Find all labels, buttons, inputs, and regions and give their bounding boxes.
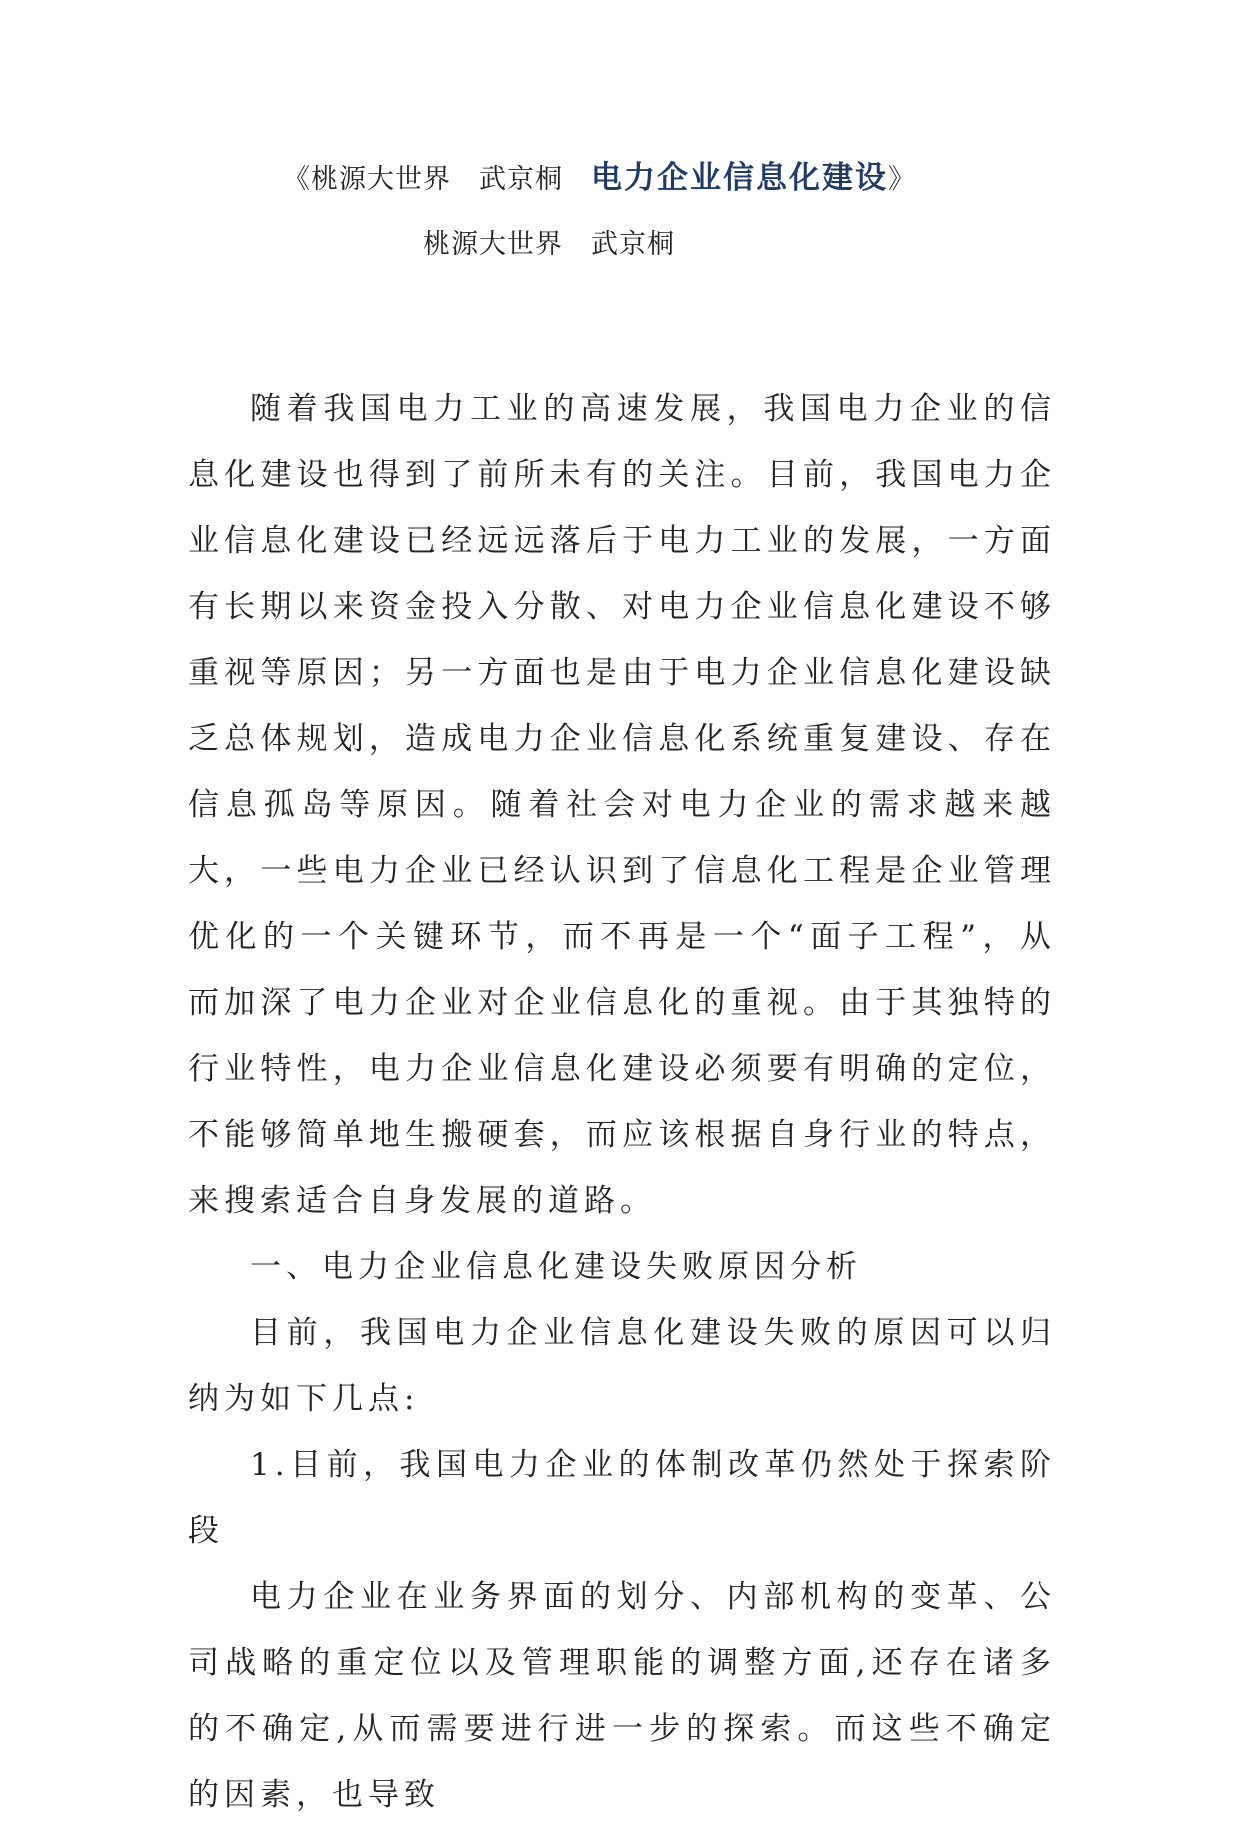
title-open-bracket: 《	[283, 164, 311, 195]
section-heading: 一、电力企业信息化建设失败原因分析	[250, 1249, 862, 1285]
body-paragraph: 目前，我国电力企业信息化建设失败的原因可以归纳为如下几点:	[188, 1315, 1056, 1417]
title-author-part1: 桃源大世界	[311, 164, 451, 195]
byline-part2: 武京桐	[591, 229, 675, 260]
subsection-heading: 1.目前，我国电力企业的体制改革仍然处于探索阶段	[188, 1447, 1056, 1549]
document-body	[188, 376, 1056, 1828]
document-title	[283, 158, 1043, 200]
title-author-part2: 武京桐	[479, 164, 563, 195]
byline-part1: 桃源大世界	[423, 229, 563, 260]
body-paragraph: 电力企业在业务界面的划分、内部机构的变革、公司战略的重定位以及管理职能的调整方面,还存在诸多的不确定,从而需要进行进一步的探索。而这些不确定的因素，也导致	[188, 1579, 1056, 1813]
byline	[423, 225, 923, 265]
title-main: 电力企业信息化建设	[591, 160, 888, 196]
body-paragraph-intro: 随着我国电力工业的高速发展，我国电力企业的信息化建设也得到了前所未有的关注。目前，我国电力企业信息化建设已经远远落后于电力工业的发展，一方面有长期以来资金投入分散、对电力企业信息化建设不够重视等原因；另一方面也是由于电力企业信息化建设缺乏总体规划，造成电力企业信息化系统重复建设、存在信息孤岛等原因。随着社会对电力企业的需求越来越大，一些电力企业已经认识到了信息化工程是企业管理优化的一个关键环节，而不再是一个“面子工程”，从而加深了电力企业对企业信息化的重视。由于其独特的行业特性，电力企业信息化建设必须要有明确的定位，不能够简单地生搬硬套，而应该根据自身行业的特点，来搜索适合自身发展的道路。	[188, 391, 1056, 1219]
title-close-bracket: 》	[888, 164, 916, 195]
